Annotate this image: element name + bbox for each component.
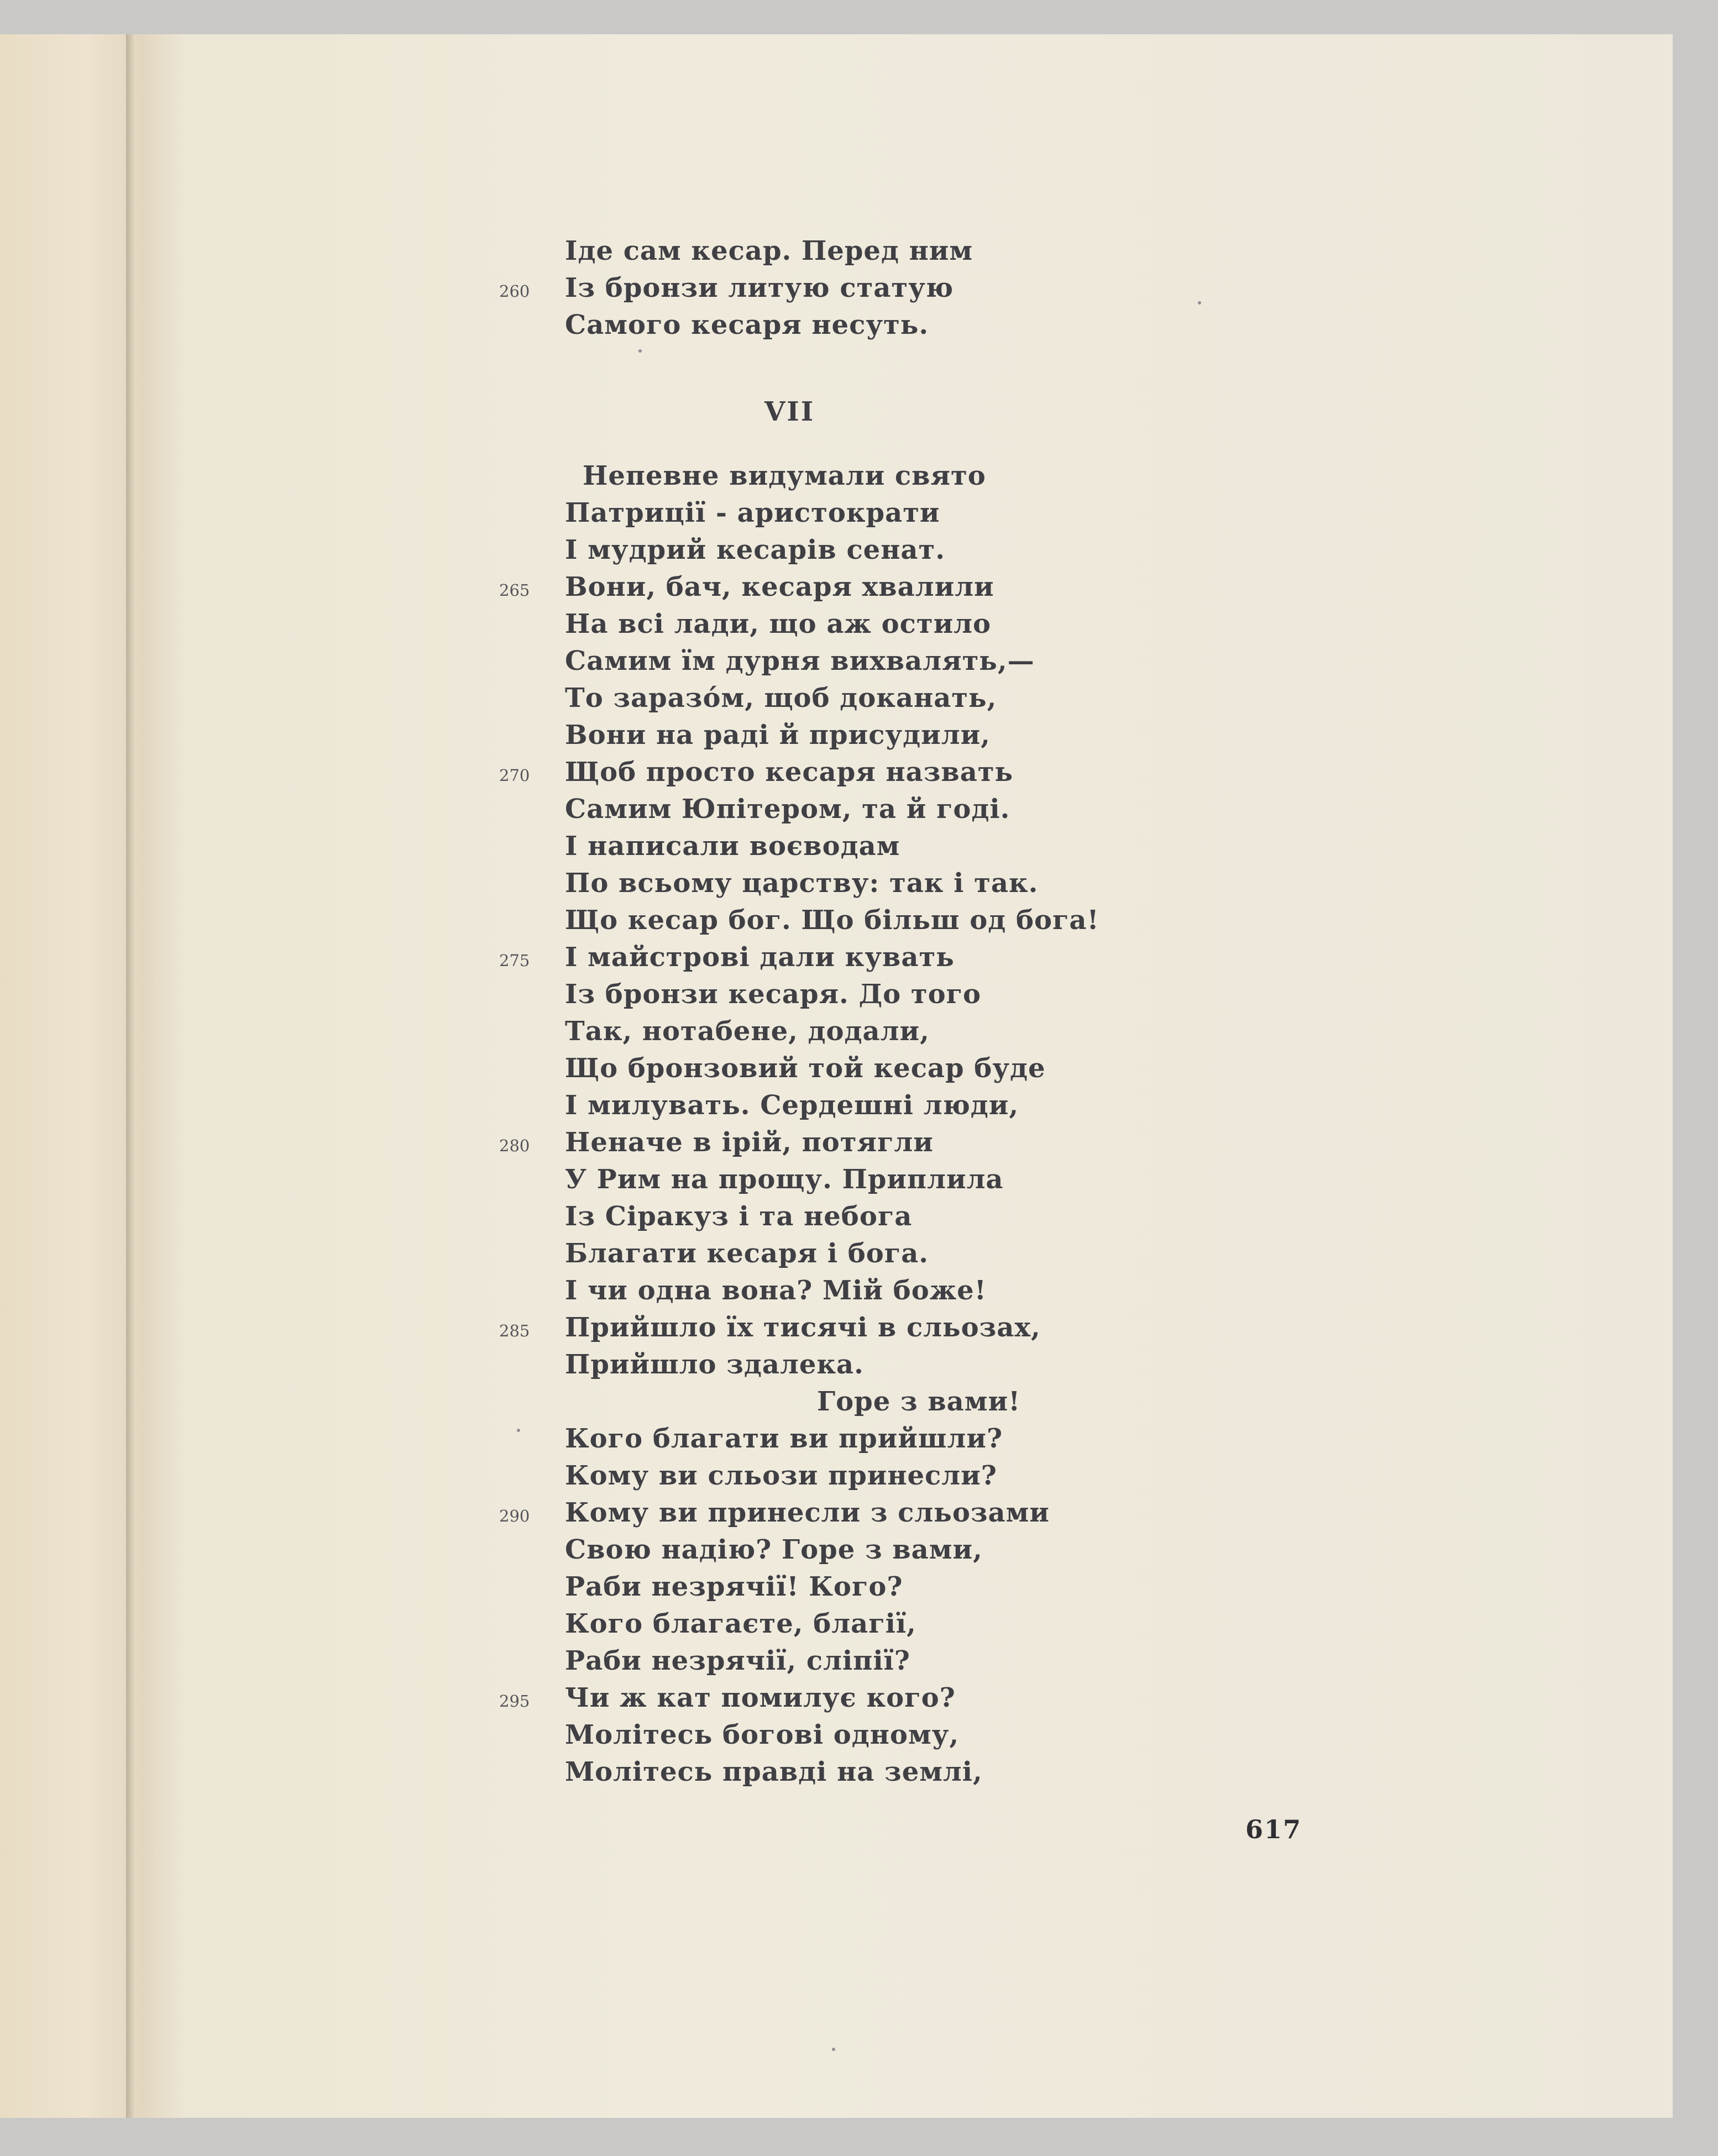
section-heading: VII: [764, 396, 815, 427]
verse-line: Благати кесаря і бога.: [565, 1238, 929, 1269]
speck: [638, 349, 642, 353]
line-number: 265: [499, 581, 530, 600]
verse-line: Прийшло їх тисячі в сльозах,: [565, 1312, 1041, 1343]
verse-line: Із Сіракуз і та небога: [565, 1201, 913, 1232]
verse-line: Що кесар бог. Що більш од бога!: [565, 905, 1099, 936]
verse-line: Самим Юпітером, та й годі.: [565, 794, 1010, 825]
verse-line: Самим їм дурня вихвалять,—: [565, 646, 1035, 676]
line-number: 270: [499, 766, 530, 785]
verse-line: Прийшло здалека.: [565, 1349, 864, 1380]
verse-line: І майстрові дали кувать: [565, 942, 955, 973]
line-number: 295: [499, 1692, 530, 1711]
verse-line: Із бронзи кесаря. До того: [565, 979, 982, 1010]
page-gutter-shadow: [126, 34, 135, 2118]
verse-line: Свою надію? Горе з вами,: [565, 1534, 983, 1565]
verse-line: Кому ви принесли з сльозами: [565, 1497, 1050, 1528]
verse-line: Так, нотабене, додали,: [565, 1016, 930, 1047]
verse-line: Вони, бач, кесаря хвалили: [565, 571, 994, 602]
verse-line: Непевне видумали свято: [583, 460, 986, 491]
verse-line: Чи ж кат помилує кого?: [565, 1682, 956, 1713]
verse-line: Кого благаєте, благії,: [565, 1608, 916, 1639]
verse-line: Із бронзи литую статую: [565, 272, 954, 303]
line-number: 290: [499, 1507, 530, 1525]
verse-line: Що бронзовий той кесар буде: [565, 1053, 1046, 1084]
line-number: 280: [499, 1136, 530, 1155]
verse-line: На всі лади, що аж остило: [565, 608, 992, 639]
line-number: 285: [499, 1321, 530, 1340]
speck: [1198, 301, 1201, 305]
line-number: 275: [499, 951, 530, 970]
verse-line: Неначе в ірій, потягли: [565, 1127, 934, 1158]
speck: [832, 2048, 835, 2051]
verse-line: Щоб просто кесаря назвать: [565, 757, 1014, 788]
verse-line: То заразо́м, щоб доканать,: [565, 683, 997, 714]
verse-line: І милувать. Сердешні люди,: [565, 1090, 1019, 1121]
verse-line: Патриції - аристократи: [565, 497, 940, 528]
verse-line: І мудрий кесарів сенат.: [565, 534, 945, 565]
page-number: 617: [1245, 1814, 1302, 1844]
line-number: 260: [499, 282, 530, 301]
speck: [517, 1429, 520, 1432]
verse-line: І чи одна вона? Мій боже!: [565, 1275, 987, 1306]
verse-line: Раби незрячії, сліпії?: [565, 1645, 910, 1676]
verse-line: По всьому царству: так і так.: [565, 868, 1039, 899]
verse-line: Кого благати ви прийшли?: [565, 1423, 1003, 1454]
verse-line: Горе з вами!: [817, 1386, 1021, 1417]
verse-line: Вони на раді й присудили,: [565, 720, 991, 751]
verse-line: Іде сам кесар. Перед ним: [565, 235, 973, 266]
verse-line: І написали воєводам: [565, 831, 900, 862]
verse-line: У Рим на прощу. Приплила: [565, 1164, 1004, 1195]
verse-line: Молітесь правді на землі,: [565, 1756, 983, 1787]
verse-line: Самого кесаря несуть.: [565, 310, 929, 340]
verse-line: Раби незрячії! Кого?: [565, 1571, 903, 1602]
verse-line: Кому ви сльози принесли?: [565, 1460, 997, 1491]
verse-line: Молітесь богові одному,: [565, 1719, 960, 1750]
